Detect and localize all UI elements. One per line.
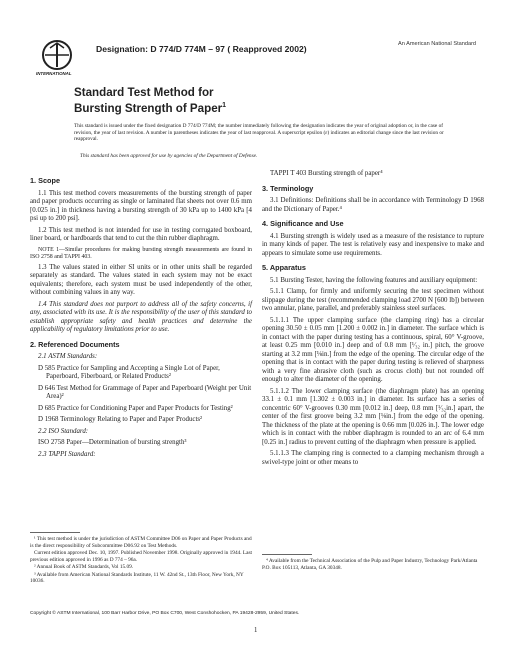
footnotes-left	[30, 536, 254, 586]
footnote-item: ¹ This test method is under the jurisdiction of ASTM Committee D06 on Paper and Paper Products and is the direct responsibility of Subcommittee D06.92 on Test Methods.	[30, 536, 252, 549]
paragraph-3-1: 3.1 Definitions: Definitions shall be in accordance with Terminology D 1968 and the Dictionary of Paper.⁴	[262, 197, 484, 213]
astm-logo	[38, 38, 76, 76]
footnote-divider-left	[30, 532, 80, 533]
reference-item: TAPPI T 403 Bursting strength of paper⁴	[270, 170, 383, 177]
issuance-notice: This standard is issued under the fixed designation D 774/D 774M; the number immediately following the designation indicates the year of original adoption or, in the case of revision, the year of last revision. A number in parentheses indicates the year of last reapproval. A superscript epsilon (ε) indicates an editorial change since the last revision or reapproval.	[74, 123, 444, 143]
dod-notice: This standard has been approved for use by agencies of the Department of Defense.	[80, 153, 258, 159]
reference-item: D 1968 Terminology Relating to Paper and Paper Products²	[38, 416, 203, 423]
designation: Designation: D 774/D 774M – 97 ( Reapproved 2002)	[96, 44, 307, 54]
note-1: NOTE 1—Similar procedures for making bursting strength measurements are found in ISO 2758 and TAPPI 403.	[30, 246, 252, 260]
reference-item: ISO 2758 Paper—Determination of bursting strength³	[38, 439, 187, 446]
paragraph-1-3: 1.3 The values stated in either SI units or in other units shall be regarded separately as standard. The values stated in each system may not be exact equivalents; therefore, each system must be used independently of the other, without combining values in any way.	[30, 263, 252, 296]
paragraph-4-1: 4.1 Bursting strength is widely used as a measure of the resistance to rupture in many kinds of paper. The test is relatively easy and inexpensive to make and appears to simulate some use requirements.	[262, 232, 484, 257]
left-column	[30, 171, 252, 462]
footnote-item: ⁴ Available from the Technical Association of the Pulp and Paper Industry, Technology Park/Atlanta P.O. Box 105113, Atlanta, GA 30348.	[262, 558, 478, 571]
footnote-item: ² Annual Book of ASTM Standards, Vol 15.09.	[34, 564, 134, 570]
paragraph-5-1: 5.1 Bursting Tester, having the following features and auxiliary equipment:	[270, 276, 478, 284]
title-footnote-ref: 1	[222, 102, 227, 109]
right-column	[262, 170, 484, 470]
reference-item: D 646 Test Method for Grammage of Paper and Paperboard (Weight per Unit Area)²	[38, 384, 252, 400]
section-heading-references: 2. Referenced Documents	[30, 339, 120, 349]
paragraph-1-4: 1.4 This standard does not purport to address all of the safety concerns, if any, associated with its use. It is the responsibility of the user of this standard to establish appropriate safety and health practices and determine the applicability of regulatory limitations prior to use.	[30, 300, 252, 333]
paragraph-5-1-1: 5.1.1 Clamp, for firmly and uniformly securing the test specimen without slippage during the test (recommended clamping load 2700 N [600 lb]) between two annular, plane, parallel, and preferably stainless steel surfaces.	[262, 288, 484, 312]
document-title	[74, 86, 226, 115]
paragraph-1-1: 1.1 This test method covers measurements of the bursting strength of paper and paper products occurring as single or laminated flat sheets not over 0.6 mm [0.025 in.] in thickness having a bursting strength of 30 kPa up to 1400 kPa [4 psi up to 200 psi].	[30, 189, 252, 222]
page-number: 1	[254, 627, 258, 634]
title-line-2	[74, 99, 226, 115]
section-heading-terminology: 3. Terminology	[262, 183, 314, 193]
footnote-item: ³ Available from American National Standards Institute, 11 W. 42nd St., 13th Floor, New York, NY 10036.	[30, 571, 244, 584]
astm-standards-heading: 2.1 ASTM Standards:	[38, 353, 98, 360]
section-heading-significance: 4. Significance and Use	[262, 219, 344, 228]
society-label: An American National Standard	[398, 41, 477, 47]
footnote-divider-right	[262, 554, 312, 555]
section-heading-scope: 1. Scope	[30, 176, 61, 185]
title-line-1: Standard Test Method for	[74, 86, 214, 99]
tappi-standard-heading: 2.3 TAPPI Standard:	[38, 450, 96, 458]
logo-text: INTERNATIONAL	[36, 71, 72, 76]
paragraph-1-2: 1.2 This test method is not intended for use in testing corrugated boxboard, liner board, or hardboards that tend to cut the thin rubber diaphragm.	[30, 226, 252, 242]
reference-item: D 585 Practice for Sampling and Accepting a Single Lot of Paper, Paperboard, Fiberboard, or Related Products²	[38, 364, 220, 380]
title-main: Bursting Strength of Paper	[74, 101, 223, 115]
section-heading-apparatus: 5. Apparatus	[262, 263, 306, 272]
copyright-line: Copyright © ASTM International, 100 Barr Harbor Drive, PO Box C700, West Conshohocken, PA 19428-2959, United States.	[30, 611, 300, 616]
paragraph-5-1-1-2: 5.1.1.2 The lower clamping surface (the diaphragm plate) has an opening 33.1 ± 0.1 mm [1.302 ± 0.003 in.] in diameter. Its surface has a series of concentric 60° V-grooves 0.30 mm [0.012 in.] deep, 0.8 mm [¹⁄₃₂in.] apart, the center of the first groove being 3.2 mm [⅛in.] from the edge of the opening. The thickness of the plate at the opening is 0.66 mm [0.026 in.]. The lower edge which is in contact with the rubber diaphragm is rounded to an arc of 6.4 mm [0.25 in.] radius to prevent cutting of the diaphragm when pressure is applied.	[262, 387, 484, 446]
reference-item: D 685 Practice for Conditioning Paper and Paper Products for Testing²	[38, 404, 233, 412]
iso-standard-heading: 2.2 ISO Standard:	[38, 427, 89, 435]
paragraph-5-1-1-3: 5.1.1.3 The clamping ring is connected to a clamping mechanism through a swivel-type joint or other means to	[262, 450, 484, 466]
paragraph-5-1-1-1: 5.1.1.1 The upper clamping surface (the clamping ring) has a circular opening 30.50 ± 0.05 mm [1.200 ± 0.002 in.] in diameter. The surface which is in contact with the paper during testing has a continuous, spiral, 60° V-groove, at least 0.25 mm [0.010 in.] deep and of 0.8 mm [¹⁄₃₂ in.] pitch, the groove starting at 3.2 mm [⅛in.] from the edge of the opening. The circular edge of the opening that is in contact with the paper during testing is relieved of sharpness with a very fine abrasive cloth (such as crocus cloth) but not rounded off enough to alter the diameter of the opening.	[262, 316, 484, 383]
footnotes-right	[262, 558, 486, 572]
footnote-item: Current edition approved Dec. 10, 1997. Published November 1998. Originally approved in 1944. Last previous edition approved in 1996 as D 774 – 96a.	[30, 550, 253, 563]
